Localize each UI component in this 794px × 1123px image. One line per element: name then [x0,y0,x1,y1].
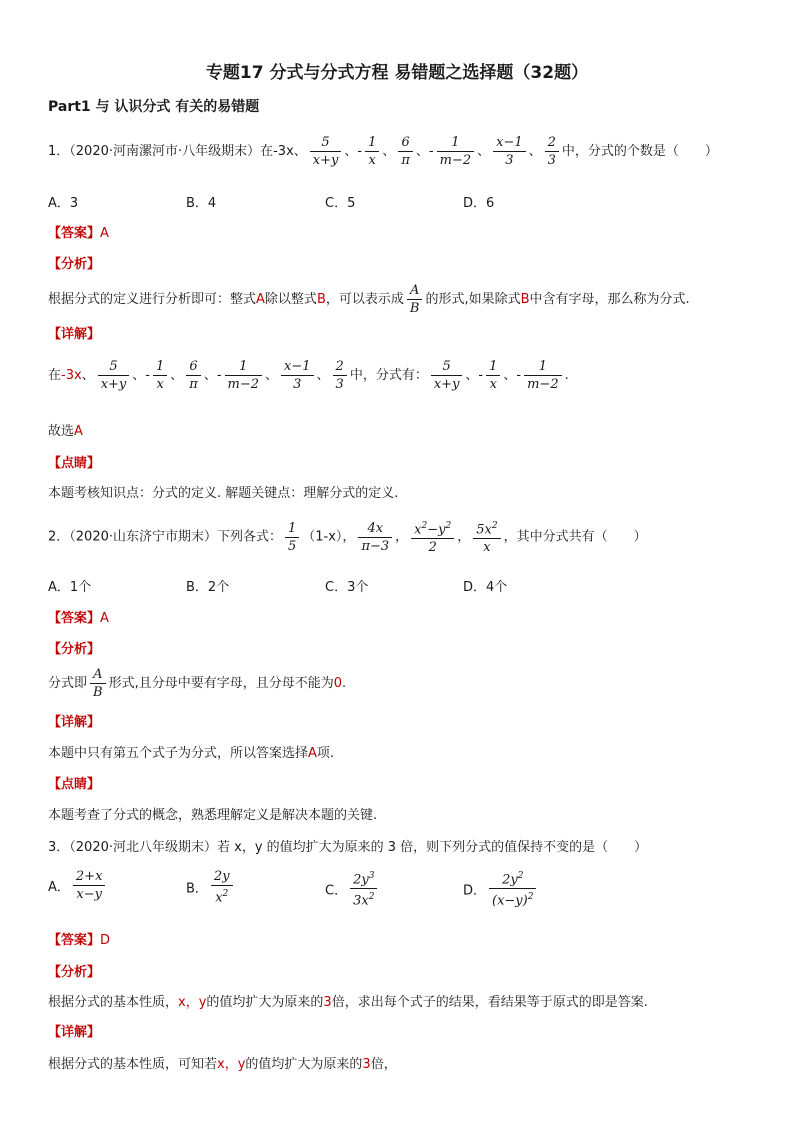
q2-answer: 【答案】A [48,611,109,626]
page-title: 专题17 分式与分式方程 易错题之选择题（32题） [205,63,589,83]
q2-comment-tag: 【点睛】 [48,777,101,792]
option-a: A．3 [48,196,79,211]
q1-comment-tag: 【点睛】 [48,456,101,471]
option-b: B．4 [186,196,217,211]
option-d: D．6 [463,196,495,211]
part-heading: Part1 与 认识分式 有关的易错题 [48,99,260,115]
q1-comment: 本题考核知识点：分式的定义. 解题关键点：理解分式的定义. [48,486,399,501]
fraction: $\frac{2}{3}$ [545,134,559,169]
option-d: D． $\frac{2y^2}{(x-y)^2}$ [463,868,539,910]
q2-comment: 本题考查了分式的概念，熟悉理解定义是解决本题的关键. [48,808,378,823]
q2-detail-tag: 【详解】 [48,715,101,730]
option-c: C． $\frac{2y^3}{3x^2}$ [325,868,380,910]
q1-answer: 【答案】A [48,226,109,241]
option-a: A．1个 [48,580,92,595]
q3-detail: 根据分式的基本性质，可知若x，y的值均扩大为原来的3倍， [48,1057,397,1072]
fraction: $\frac{5}{x+y}$ [310,134,342,169]
option-a: A． $\frac{2+x}{x-y}$ [48,868,108,903]
q2-stem: 2．（2020·山东济宁市期末）下列各式： $\frac{1}{5}$ （1-x）， $\frac{4x}{\pi-3}$ ， $\frac{x^2-y^2}{2}$ ， $\frac{5x^2}{x}$ ，其中分式共有（ ） [48,520,647,556]
q3-analysis-tag: 【分析】 [48,965,101,980]
q2-detail: 本题中只有第五个式子为分式，所以答案选择A项. [48,746,335,761]
option-b: B．2个 [186,580,230,595]
q2-analysis: 分式即 $\frac{A}{B}$ 形式,且分母中要有字母，且分母不能为0. [48,667,347,700]
option-c: C．3个 [325,580,369,595]
q1-detail-tag: 【详解】 [48,327,101,342]
q2-analysis-tag: 【分析】 [48,642,101,657]
q1-stem: 1．（2020·河南漯河市·八年级期末）在-3x、 $\frac{5}{x+y}$ 、- $\frac{1}{x}$ 、 $\frac{6}{\pi}$ 、- $\frac{1}{m-2}$ 、 $\frac{x-1}{3}$ 、 $\frac{2}{3}$ 中，分式的个数是（ ） [48,135,718,168]
q3-detail-tag: 【详解】 [48,1025,101,1040]
q1-detail: 在-3x、 $\frac{5}{x+y}$ 、- $\frac{1}{x}$ 、 $\frac{6}{\pi}$ 、- $\frac{1}{m-2}$ 、 $\frac{x-1}{3}$ 、 $\frac{2}{3}$ 中，分式有： $\frac{5}{x+y}$ 、- $\frac{1}{x}$ 、- $\frac{1}{m-2}$ . [48,359,569,392]
fraction: $\frac{1}{x}$ [365,134,379,169]
option-d: D．4个 [463,580,508,595]
fraction: $\frac{1}{m-2}$ [437,134,475,169]
fraction: $\frac{x-1}{3}$ [493,134,526,169]
q1-choose: 故选A [48,424,83,439]
fraction: $\frac{A}{B}$ [407,282,423,317]
option-b: B． $\frac{2y}{x^2}$ [186,868,236,906]
q3-stem: 3．（2020·河北八年级期末）若 x，y 的值均扩大为原来的 3 倍，则下列分式的值保持不变的是（ ） [48,840,648,855]
q1-analysis-tag: 【分析】 [48,257,101,272]
q1-analysis: 根据分式的定义进行分析即可：整式A除以整式B，可以表示成 $\frac{A}{B}$ 的形式,如果除式B中含有字母，那么称为分式. [48,283,690,316]
q3-analysis: 根据分式的基本性质，x，y的值均扩大为原来的3倍，求出每个式子的结果，看结果等于原式的即是答案. [48,995,648,1010]
option-c: C．5 [325,196,356,211]
q3-answer: 【答案】D [48,933,111,948]
fraction: $\frac{6}{\pi}$ [398,134,413,169]
